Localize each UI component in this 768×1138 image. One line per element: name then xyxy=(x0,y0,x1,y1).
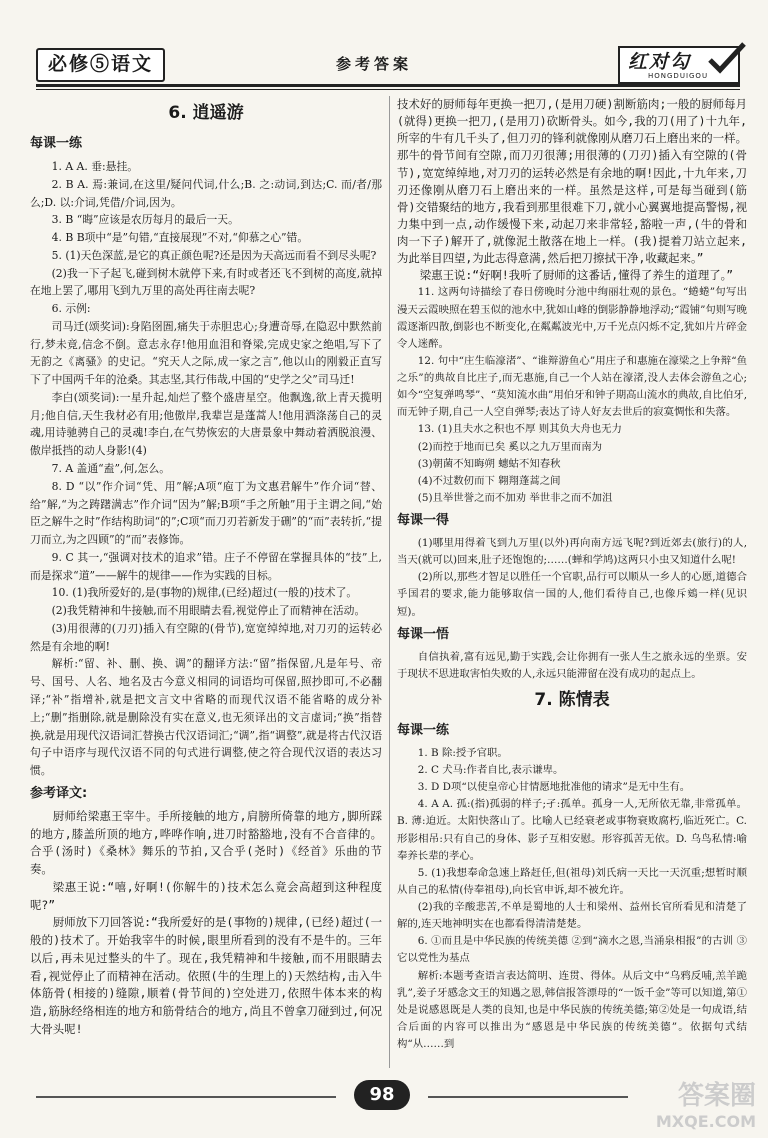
logo-subtext: HONGDUIGOU xyxy=(648,72,709,80)
translation-paragraph: 厨师放下刀回答说:“我所爱好的是(事物的)规律,(已经)超过(一般的)技术了。开始我宰牛的时候,眼里所看到的没有不是牛的。三年以后,再未见过整头的牛了。现在,我凭精神和牛接触,而不用眼睛去看,视觉停止了而精神在活动。依照(牛的生理上的)天然结构,击入牛体筋骨(相接的)缝隙,顺着(骨节间的)空处进刀,依照牛体本来的构造,筋脉经络相连的地方和筋骨结合的地方,尚且不曾拿刀碰到过,何况大骨头呢! xyxy=(30,915,382,1036)
translation-paragraph: 厨师给梁惠王宰牛。手所接触的地方,肩膀所倚靠的地方,脚所踩的地方,膝盖所顶的地方,哗哗作响,进刀时豁豁地,没有不合音律的。合乎(汤时)《桑林》舞乐的节拍,又合乎(尧时)《经首》乐曲的节奏。 xyxy=(30,808,382,877)
answer-line: 5. (1)我想奉命急速上路赶任,但(祖母)刘氏病一天比一天沉重;想暂时顺从自己的私情(侍奉祖母),向长官申诉,却不被允许。 xyxy=(397,866,747,896)
answer-line: 4. A A. 孤:(指)孤弱的样子;孑:孤单。孤身一人,无所依无靠,非常孤单。B. 薄:迫近。太阳快落山了。比喻人已经衰老或事物衰败腐朽,临近死亡。C. 形影相吊:只有自己的身体、影子互相安慰。形容孤苦无依。D. 乌鸟私情:喻奉养长辈的孝心。 xyxy=(397,798,747,862)
answer-line: (1)哪里用得着飞到九万里(以外)再向南方远飞呢?到近郊去(旅行)的人,当天(就可以)回来,肚子还饱饱的;……(蝉和学鸠)这两只小虫又知道什么呢! xyxy=(397,537,747,567)
checkmark-icon xyxy=(706,42,746,76)
answer-line: (3)朝菌不知晦朔 蟪蛄不知春秋 xyxy=(417,457,561,470)
answer-line: (2)而控于地而已矣 奚以之九万里而南为 xyxy=(417,440,603,453)
answer-line: (2)我一下子起飞,碰到树木就停下来,有时或者还飞不到树的高度,就掉在地上罢了,哪用飞到九万里的高处再往南去呢? xyxy=(30,266,382,298)
answer-line: (2)所以,那些才智足以胜任一个官职,品行可以顺从一乡人的心愿,道德合乎国君的要求,能力能够取信一国的人,他们看待自己,也像斥鴳一样(见识短)。 xyxy=(397,571,747,618)
answer-line: (2)我凭精神和牛接触,而不用眼睛去看,视觉停止了而精神在活动。 xyxy=(51,604,366,618)
right-column xyxy=(397,96,747,1053)
page-number: 98 xyxy=(354,1080,410,1110)
header-center-title: 参考答案 xyxy=(336,55,413,73)
column-divider xyxy=(389,96,390,1068)
answer-line: 李白(颂奖词):一星升起,灿烂了整个盛唐星空。他飘逸,欲上青天揽明月;他自信,天生我材必有用;他傲岸,我辈岂是蓬蒿人!他用酒涤荡自己的灵魂,用诗驰骋自己的灵魂!李白,在气势恢宏的大唐景象中舞动着洒脱浪漫、傲岸抵挡的动人身影!(4) xyxy=(30,390,382,458)
logo-text: 红对勾 xyxy=(628,51,692,73)
answer-line: 6. ①而且是中华民族的传统美德 ②到“滴水之恩,当涌泉相报”的古训 ③它以党性为基点 xyxy=(397,935,747,965)
answer-line: 3. B “晦”应该是农历每月的最后一天。 xyxy=(51,213,239,227)
book-title: 必修⑤语文 xyxy=(36,48,165,82)
answer-line: 1. B 除:授予官职。 xyxy=(417,746,508,759)
answer-line: (2)我的辛酸悲苦,不单是蜀地的人士和梁州、益州长官所看见和清楚了解的,连天地神明实在也都看得清清楚楚。 xyxy=(397,901,747,931)
answer-line: 12. 句中“庄生临濠渚”、“谁辩游鱼心”用庄子和惠施在濠梁之上争辩“鱼之乐”的典故自比庄子,而无惠施,自己一个人站在濠渚,没人去体会游鱼之心;如今“空复弹鸣琴”、“莫知流水曲”用伯牙和钟子期高山流水的典故,自比伯牙,而无钟子期,自己一人空自弹琴;表达了诗人好友去世后的寂寞惆怅和失落。 xyxy=(397,354,747,419)
page-footer xyxy=(0,1076,768,1116)
left-column xyxy=(30,96,382,1039)
header-rule-thin xyxy=(36,89,740,90)
answer-line: 6. 示例: xyxy=(51,302,91,316)
answer-line: 5. (1)天色深蓝,是它的真正颜色呢?还是因为天高远而看不到尽头呢? xyxy=(51,248,377,262)
section-heading: 每课一练 xyxy=(397,722,450,738)
answer-line: 2. B A. 焉:兼词,在这里/疑问代词,什么;B. 之:动词,到达;C. 而/者/那么;D. 以:介词,凭借/介词,因为。 xyxy=(30,177,382,209)
answer-line: (4)不过数仞而下 翱翔蓬蒿之间 xyxy=(417,474,561,487)
translation-paragraph: 梁惠王说:“嘻,好啊!(你解牛的)技术怎么竟会高超到这种程度呢?” xyxy=(30,879,382,912)
footer-rule-right xyxy=(428,1096,628,1098)
answer-line: 7. A 盖通“盍”,何,怎么。 xyxy=(51,462,171,476)
lesson-title-7: 7. 陈情表 xyxy=(534,689,610,710)
section-heading: 每课一悟 xyxy=(397,626,450,642)
answer-line: (3)用很薄的(刀刃)插入有空隙的(骨节),宽宽绰绰地,对刀刃的运转必然是有余地的啊! xyxy=(30,621,382,653)
watermark-logo: 答案圈 xyxy=(677,1081,756,1111)
answer-line: 3. D D项“以使皇帝心甘情愿地批准他的请求”是无中生有。 xyxy=(417,781,691,794)
translation-paragraph: 梁惠王说:“好啊!我听了厨师的这番话,懂得了养生的道理了。” xyxy=(419,268,734,283)
brand-logo xyxy=(618,46,740,84)
answer-line: 1. A A. 垂:悬挂。 xyxy=(51,160,139,173)
answer-line: 13. (1)且夫水之积也不厚 则其负大舟也无力 xyxy=(417,423,622,436)
page-header xyxy=(36,44,740,88)
answer-line: 自信执着,富有远见,勤于实践,会让你拥有一张人生之旅永远的坐票。安于现状不思进取害怕失败的人,永远只能滞留在没有成功的起点上。 xyxy=(397,650,747,680)
answer-line: 司马迁(颂奖词):身陷囹圄,痛失于赤胆忠心;身遭奇辱,在隐忍中默然前行,梦未竟,信念不倒。意志永存!他用血泪和脊梁,完成史家之绝唱,写下了无韵之《离骚》的史记。“究天人之际,成一家之言”,他以山的刚毅正直写下了中国两千年的沧桑。其志坚,其行伟哉,中国的“史学之父”司马迁! xyxy=(30,319,382,387)
footer-rule-left xyxy=(36,1096,336,1098)
lesson-title-6: 6. 逍遥游 xyxy=(168,103,244,123)
answer-line: (5)且举世誉之而不加劝 举世非之而不加沮 xyxy=(417,491,613,504)
section-heading: 每课一得 xyxy=(397,513,450,528)
answer-line: 8. D “以”作介词“凭、用”解;A项“庖丁为文惠君解牛”作介词“替、给”解,“为之踌躇满志”作介词“因为”解;B项“手之所触”用于主谓之间,“始臣之解牛之时”作结构助词“的”;C项“而刀刃若新发于硎”的“而”表转折,“提刀而立,为之四顾”的“而”表修饰。 xyxy=(30,479,382,547)
section-heading: 每课一练 xyxy=(30,136,83,151)
answer-line: 解析:本题考查语言表达简明、连贯、得体。从后文中“乌鸦反哺,羔羊跪乳”,姜子牙感念文王的知遇之恩,韩信报答漂母的“一饭千金”等可以知道,第①处是说感恩既是人类的良知,也是中华民族的传统美德;第②处是一句成语,结合后面的内容可以推出为“感恩是中华民族的传统美德”。依据句式结构“从……到 xyxy=(397,969,747,1050)
answer-line: 9. C 其一,“强调对技术的追求”错。庄子不停留在掌握具体的“技”上,而是探求“道”——解牛的规律——作为实践的目标。 xyxy=(30,550,382,582)
answer-line: 2. C 犬马:作者自比,表示谦卑。 xyxy=(417,764,564,776)
section-heading: 参考译文: xyxy=(30,785,88,801)
answer-line: 解析:“留、补、删、换、调”的翻译方法:“留”指保留,凡是年号、帝号、国号、人名、地名及古今意义相同的词语均可保留,照抄即可,不必翻译;“补”指增补,就是把文言文中省略的而现代汉语不能省略的成分补上;“删”指删除,就是删除没有实在意义,也无须译出的文言虚词;“换”指替换,就是用现代汉语词汇替换古代汉语词汇;“调”,指“调整”,就是将古代汉语句子中语序与现代汉语不同的句式进行调整,使之符合现代汉语的表达习惯。 xyxy=(30,657,382,778)
watermark-url: MXQE.COM xyxy=(655,1112,756,1131)
answer-line: 4. B B项中“是”句错,“直接展现”不对,“仰慕之心”错。 xyxy=(51,231,309,245)
answer-line: 10. (1)我所爱好的,是(事物的)规律,(已经)超过(一般的)技术了。 xyxy=(51,586,358,600)
answer-line: 11. 这两句诗描绘了春日傍晚时分池中绚丽壮观的景色。“蜷蜷”句写出漫天云霞映照在碧玉似的池水中,犹如山峰的倒影静静地浮动;“霞铺”句则写晚霞逐渐四散,倒影也不断变化,在粼粼波光中,万千光点闪烁不定,犹如片片碎金令人迷醉。 xyxy=(397,286,747,350)
header-rule xyxy=(36,84,740,87)
translation-paragraph: 技术好的厨师每年更换一把刀,(是用刀硬)割断筋肉;一般的厨师每月(就得)更换一把刀,(是用刀)砍断骨头。如今,我的刀(用了)十九年,所宰的牛有几千头了,但刀刃的锋利就像刚从磨刀石上磨出来的一样。那牛的骨节间有空隙,而刀刃很薄;用很薄的(刀刃)插入有空隙的(骨节),宽宽绰绰地,对刀刃的运转必然是有余地的啊!因此,十九年来,刀刃还像刚从磨刀石上磨出来的一样。虽然是这样,可是每当碰到(筋骨)交错聚结的地方,我看到那里很难下刀,就小心翼翼地提高警惕,视力集中到一点,动作缓慢下来,动起刀来非常轻,豁啦一声,(牛的骨和肉一下子)解开了,就像泥土散落在地上一样。(我)提着刀站立起来,为此举目四望,为此志得意满,然后把刀擦拭干净,收藏起来。” xyxy=(397,97,747,266)
